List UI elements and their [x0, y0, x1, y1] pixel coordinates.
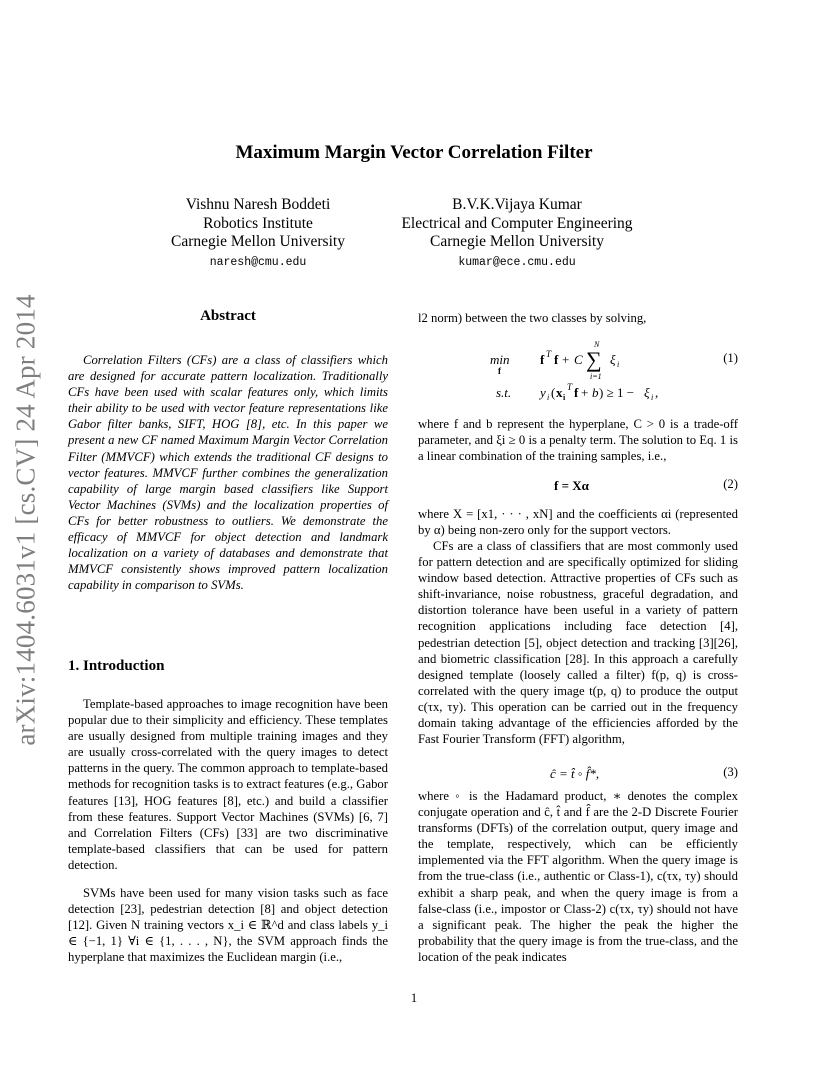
right-paragraph-0 [418, 310, 738, 326]
body-text: CFs are a class of classifiers that are most commonly used for pattern detection and are specifically optimized for sliding window based detection. Attractive properties of CFs such as shift-invariance, noise robustness, graceful degradation, and distortion tolerance have been useful in a variety of pattern recognition applications including face detection [4], pedestrian detection [5], object detection and tracking [3][26], and biometric classification [28]. In this approach a carefully designed template (loosely called a filter) f(p, q) is cross-correlated with the query image t(p, q) to produce the output c(τx, τy). This operation can be carried out in the frequency domain taking advantage of the efficiencies afforded by the Fast Fourier Transform (FFT) algorithm, [418, 539, 738, 747]
section-heading-introduction: 1. Introduction [68, 658, 165, 674]
svg-text:y: y [540, 385, 546, 400]
author-block-1 [148, 196, 368, 272]
svg-text:f: f [498, 366, 501, 376]
author-affiliation: Robotics Institute [203, 214, 313, 232]
svg-text:ĉ = t̂ ◦ f̂*,: ĉ = t̂ ◦ f̂*, [550, 766, 600, 781]
svg-text:i: i [563, 393, 566, 402]
page-number: 1 [410, 991, 418, 1005]
arxiv-identifier [8, 290, 44, 750]
svg-text:f: f [540, 352, 545, 367]
author-block-2 [386, 196, 648, 272]
svg-text:i: i [547, 393, 550, 402]
intro-paragraph-2 [68, 885, 388, 965]
equation-2 [418, 476, 738, 496]
right-paragraph-2 [418, 506, 738, 538]
abstract-body [68, 352, 388, 593]
author-email: kumar@ece.cmu.edu [458, 255, 576, 269]
equation-3-formula [418, 762, 718, 784]
equation-2-formula [418, 476, 718, 496]
svg-text:s.t.: s.t. [496, 385, 512, 400]
svg-text:T: T [567, 382, 573, 392]
svg-text:f = Xα: f = Xα [554, 478, 589, 493]
equation-1-formula [418, 336, 718, 402]
svg-text:+: + [562, 352, 570, 367]
body-text: where f and b represent the hyperplane, C > 0 is a trade-off parameter, and ξi ≥ 0 is a penalty term. The solution to Eq. 1 is a linear combination of the training samples, i.e., [418, 417, 738, 464]
equation-1 [418, 336, 738, 402]
svg-text:f: f [554, 352, 559, 367]
body-text: where X = [x1, · · · , xN] and the coefficients αi (represented by α) being non-zero only for the support vectors. [418, 507, 738, 538]
svg-text:ξ: ξ [610, 352, 616, 367]
body-text: l2 norm) between the two classes by solving, [418, 311, 647, 325]
svg-text:∑: ∑ [586, 347, 602, 372]
svg-text:min: min [490, 352, 510, 367]
svg-text:(: ( [551, 385, 556, 400]
author-email: naresh@cmu.edu [209, 255, 307, 269]
svg-text:x: x [556, 385, 563, 400]
equation-3 [418, 762, 738, 784]
equation-number: (1) [723, 351, 738, 365]
right-paragraph-4 [418, 788, 738, 965]
svg-text:,: , [655, 385, 659, 400]
intro-paragraph-1 [68, 696, 388, 873]
right-paragraph-1 [418, 416, 738, 464]
equation-number: (3) [723, 765, 738, 779]
author-name: B.V.K.Vijaya Kumar [452, 196, 582, 213]
intro-text: Template-based approaches to image recognition have been popular due to their simplicity and efficiency. These templates are usually designed from multiple training images and they are usually cross-correlated with the query images to detect patterns in the query. The common approach to template-based methods for recognition tasks is to extract features (e.g., Gabor features [13], HOG features [8], etc.) and build a classifier from these features. Support Vector Machines (SVMs) [6, 7] and Correlation Filters (CFs) [33] are two discriminative template-based classifiers that can be used for pattern detection. [68, 697, 388, 872]
equation-number: (2) [723, 477, 738, 491]
svg-text:C: C [574, 352, 583, 367]
right-paragraph-3 [418, 538, 738, 747]
svg-text:T: T [546, 349, 552, 359]
intro-text: SVMs have been used for many vision tasks such as face detection [23], pedestrian detection [8] and object detection [12]. Given N training vectors x_i ∈ ℝ^d and class labels y_i ∈ {−1, 1} ∀i ∈ {1, . . . , N}, the SVM approach finds the hyperplane that maximizes the Euclidean margin (i.e., [68, 886, 388, 965]
abstract-text: Correlation Filters (CFs) are a class of classifiers which are designed for accurate pattern localization. Traditionally CFs have been used with scalar features only, which limits their ability to be used with vector feature representations like Gabor filter banks, SIFT, HOG [8], etc. In this paper we present a new CF named Maximum Margin Vector Correlation Filter (MMVCF) which extends the traditional CF designs to vector features. MMVCF further combines the generalization capability of large margin based classifiers like Support Vector Machines (SVMs) and the localization properties of CFs for better robustness to outliers. We demonstrate the efficacy of MMVCF for object detection and landmark localization on a variety of databases and demonstrate that MMVCF consistently shows improved pattern localization capability in comparison to SVMs. [68, 353, 388, 593]
paper-title: Maximum Margin Vector Correlation Filter [235, 142, 593, 163]
author-name: Vishnu Naresh Boddeti [185, 196, 331, 213]
svg-text:N: N [594, 340, 600, 349]
svg-text:) ≥ 1 −: ) ≥ 1 − [599, 385, 635, 400]
svg-text:f: f [574, 385, 579, 400]
abstract-heading: Abstract [200, 308, 256, 324]
author-affiliation: Carnegie Mellon University [171, 233, 345, 250]
author-affiliation: Electrical and Computer Engineering [401, 214, 633, 232]
body-text: where ◦ is the Hadamard product, ∗ denotes the complex conjugate operation and ĉ, t̂ and f̂ are the 2-D Discrete Fourier transforms (DFTs) of the correlation output, query image and the template, respectively, which can be efficiently implemented via the FFT algorithm. When the query image is from the true-class (i.e., authentic or Class-1), c(τx, τy) should exhibit a sharp peak, and when the query image is from a false-class (i.e., impostor or Class-2) c(τx, τy) should not have a significant peak. The higher the peak the higher the probability that the query image is from the true-class, and the location of the peak indicates [418, 789, 738, 964]
arxiv-identifier-text: arXiv:1404.6031v1 [cs.CV] 24 Apr 2014 [10, 294, 41, 746]
svg-text:i: i [651, 393, 654, 402]
svg-text:b: b [592, 385, 599, 400]
svg-text:ξ: ξ [644, 385, 650, 400]
svg-text:i: i [617, 360, 620, 369]
svg-text:i=1: i=1 [590, 372, 602, 381]
svg-text:+: + [581, 385, 589, 400]
author-affiliation: Carnegie Mellon University [430, 233, 604, 250]
